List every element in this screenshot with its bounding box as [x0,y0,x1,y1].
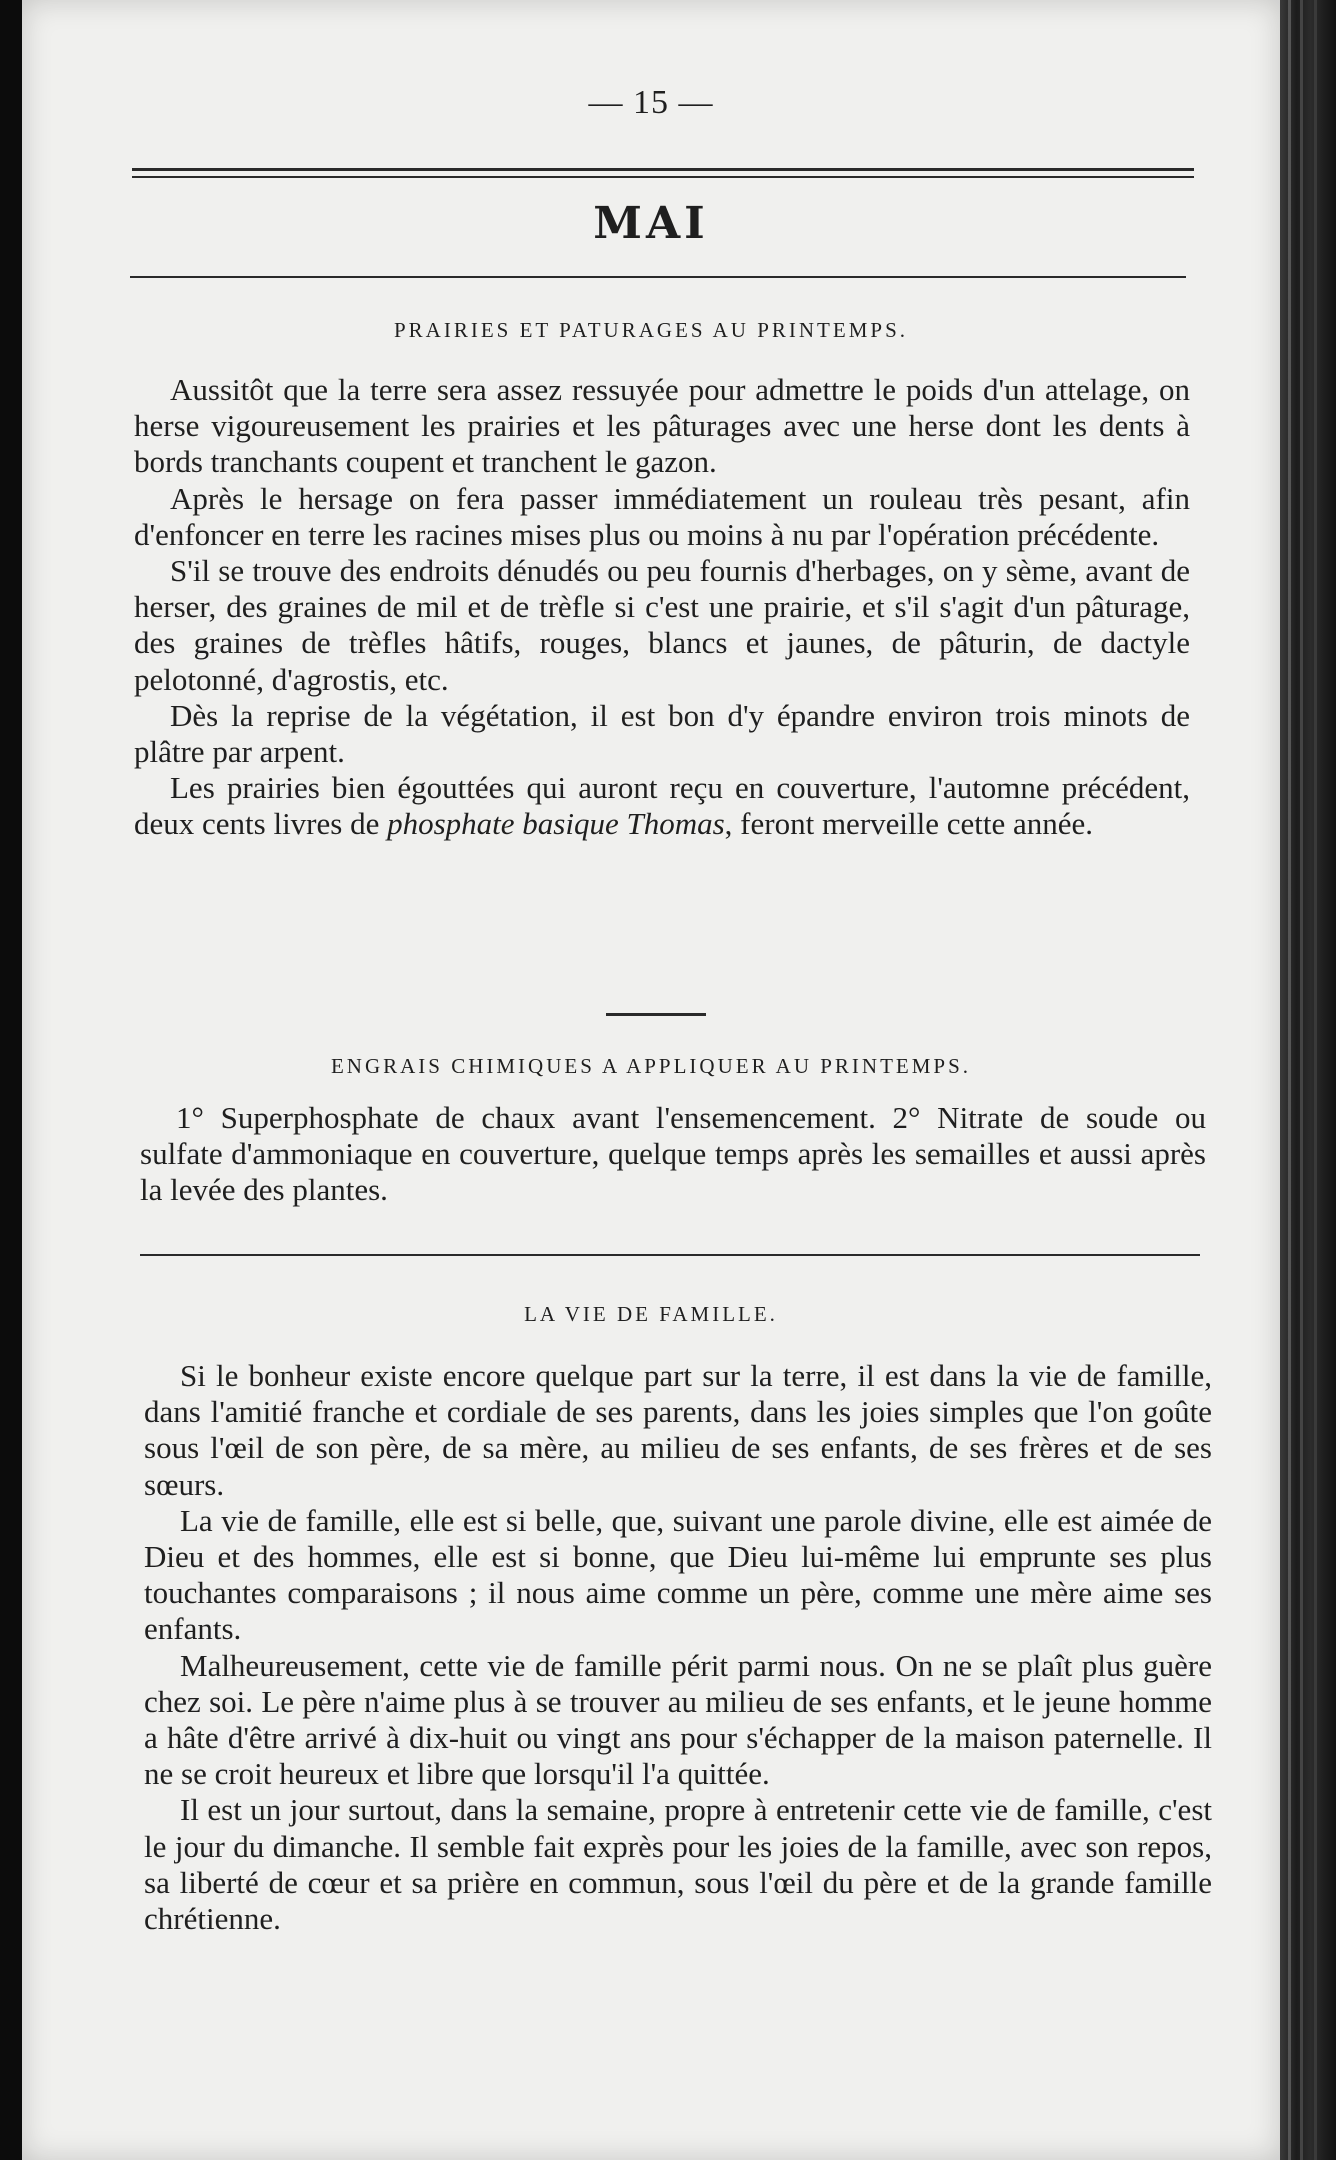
paragraph: Après le hersage on fera passer immédiatement un rouleau très pesant, afin d'enfoncer en terre les racines mises plus ou moins à nu par l'opération précédente. [134,480,1190,552]
book-spine [1280,0,1336,2160]
italic-term: phosphate basique Thomas [387,806,725,842]
section-body-famille [144,1358,1212,1937]
paragraph: Malheureusement, cette vie de famille périt parmi nous. On ne se plaît plus guère chez soi. Le père n'aime plus à se trouver au milieu de ses enfants, et le jeune homme a hâte d'être arrivé à dix-huit ou vingt ans pour s'échapper de la maison paternelle. Il ne se croit heureux et libre que lorsqu'il l'a quittée. [144,1647,1212,1792]
section-heading-engrais: ENGRAIS CHIMIQUES A APPLIQUER AU PRINTEMPS. [330,1054,972,1078]
section-body-engrais [140,1100,1206,1209]
title-rule [130,276,1186,278]
section-heading-famille: LA VIE DE FAMILLE. [524,1302,778,1326]
short-separator-rule [606,1013,706,1016]
paragraph: La vie de famille, elle est si belle, que, suivant une parole divine, elle est aimée de Dieu et des hommes, elle est si bonne, que Dieu lui-même lui emprunte ses plus touchantes comparaisons ; il nous aime comme un père, comme une mère aime ses enfants. [144,1502,1212,1647]
paragraph: Il est un jour surtout, dans la semaine, propre à entretenir cette vie de famille, c'est le jour du dimanche. Il semble fait exprès pour les joies de la famille, avec son repos, sa liberté de cœur et sa prière en commun, sous l'œil du père et de la grande famille chrétienne. [144,1792,1212,1937]
paragraph: 1° Superphosphate de chaux avant l'ensemencement. 2° Nitrate de soude ou sulfate d'ammoniaque en couverture, quelque temps après les semailles et aussi après la levée des plantes. [140,1100,1206,1208]
text-run: , feront merveille cette année. [724,806,1094,842]
section-heading-prairies: PRAIRIES ET PATURAGES AU PRINTEMPS. [393,318,908,342]
top-double-rule-lower [132,176,1194,178]
top-double-rule-upper [132,168,1194,171]
section-body-prairies [134,372,1190,843]
spine-edge-line [1314,0,1317,2160]
section-divider-rule [140,1254,1200,1256]
spine-edge-line [1300,0,1303,2160]
paragraph: Si le bonheur existe encore quelque part sur la terre, il est dans la vie de famille, dans l'amitié franche et cordiale de ses parents, dans les joies simples que l'on goûte sous l'œil de son père, de sa mère, au milieu de ses enfants, de ses frères et de ses sœurs. [144,1358,1212,1502]
paragraph: Aussitôt que la terre sera assez ressuyée pour admettre le poids d'un attelage, on herse vigoureusement les prairies et les pâturages avec une herse dont les dents à bords tranchants coupent et tranchent le gazon. [134,372,1190,480]
book-page [22,0,1280,2160]
paragraph: S'il se trouve des endroits dénudés ou peu fournis d'herbages, on y sème, avant de herser, des graines de mil et de trèfle si c'est une prairie, et s'il s'agit d'un pâturage, des graines de trèfles hâtifs, rouges, blancs et jaunes, de pâturin, de dactyle pelotonné, d'agrostis, etc. [134,553,1190,697]
scan-left-edge [0,0,22,2160]
text-run: Les prairies bien égouttées qui auront reçu en couverture, l'automne précédent, deux cents livres de [134,770,1190,842]
page-number: — 15 — [588,84,714,121]
spine-edge-line [1288,0,1291,2160]
paragraph-phosphate [134,770,1190,842]
month-title: MAI [593,198,709,249]
paragraph: Dès la reprise de la végétation, il est bon d'y épandre environ trois minots de plâtre par arpent. [134,697,1190,770]
